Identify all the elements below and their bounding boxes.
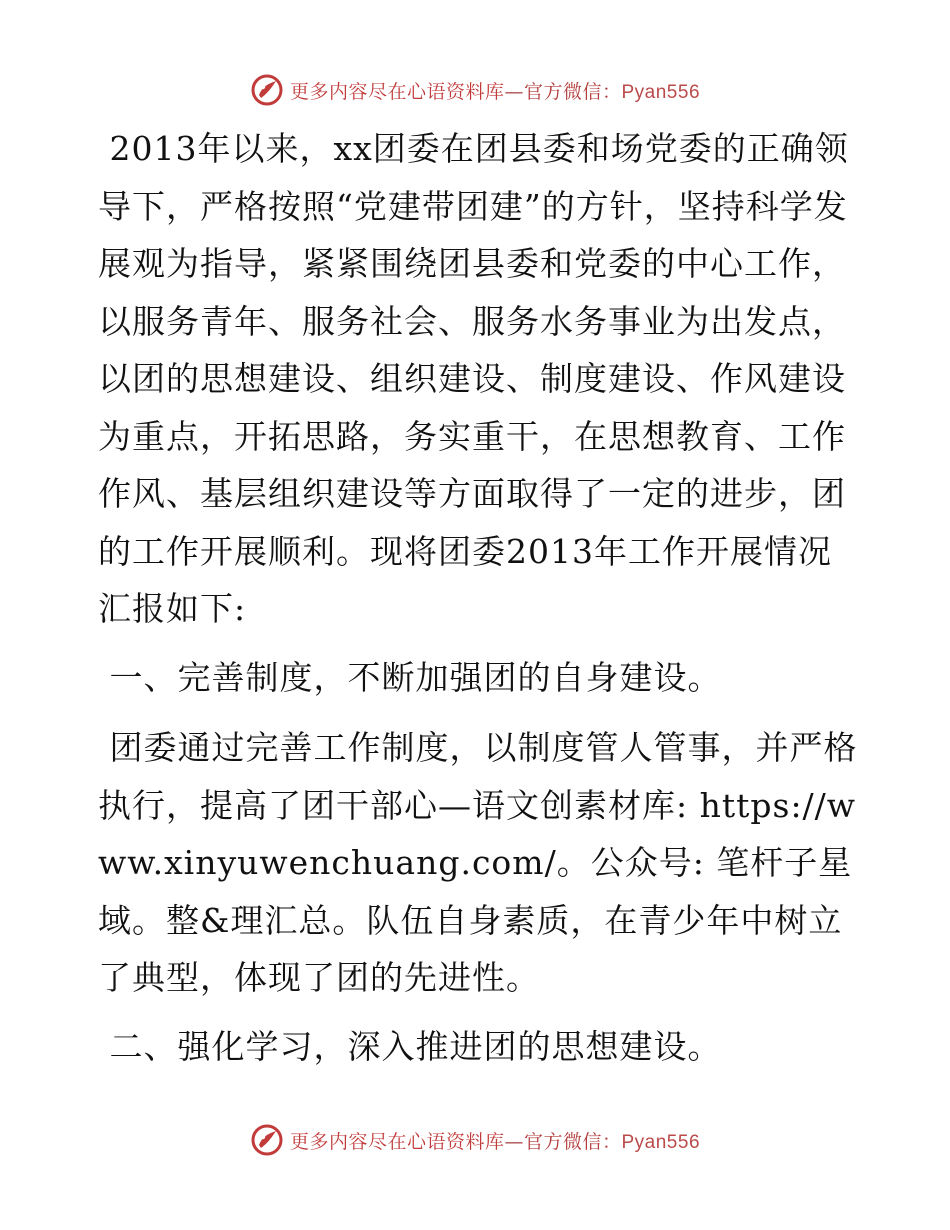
watermark-brand: 更多内容尽在心语资料库 <box>289 80 505 103</box>
watermark-text <box>290 77 700 104</box>
watermark-account: Pyan556 <box>621 1131 701 1153</box>
watermark-separator: — <box>504 1130 524 1153</box>
document-body <box>98 120 858 1088</box>
brand-logo-icon <box>250 1123 284 1157</box>
paragraph-section-1: 团委通过完善工作制度，以制度管人管事，并严格执行，提高了团干部心—语文创素材库: https://www.xinyuwenchuang.com/。公众号: 笔杆子星域。整&理汇总。队伍自身素质，在青少年中树立了典型，体现了团的先进性。 <box>98 728 858 997</box>
watermark-tag: 官方微信： <box>523 80 622 103</box>
watermark-account: Pyan556 <box>621 81 701 103</box>
section-heading-2: 二、强化学习，深入推进团的思想建设。 <box>98 1026 722 1066</box>
watermark-separator: — <box>504 80 524 103</box>
footer-watermark <box>0 1120 950 1160</box>
header-watermark <box>0 70 950 110</box>
section-heading-1: 一、完善制度，不断加强团的自身建设。 <box>98 657 722 697</box>
watermark-text <box>290 1127 700 1154</box>
brand-logo-icon <box>250 73 284 107</box>
paragraph-intro: 2013年以来，xx团委在团县委和场党委的正确领导下，严格按照“党建带团建”的方针，坚持科学发展观为指导，紧紧围绕团县委和党委的中心工作，以服务青年、服务社会、服务水务事业为出发点，以团的思想建设、组织建设、制度建设、作风建设为重点，开拓思路，务实重干，在思想教育、工作作风、基层组织建设等方面取得了一定的进步，团的工作开展顺利。现将团委2013年工作开展情况汇报如下: <box>98 129 849 628</box>
watermark-brand: 更多内容尽在心语资料库 <box>289 1130 505 1153</box>
watermark-tag: 官方微信： <box>523 1130 622 1153</box>
